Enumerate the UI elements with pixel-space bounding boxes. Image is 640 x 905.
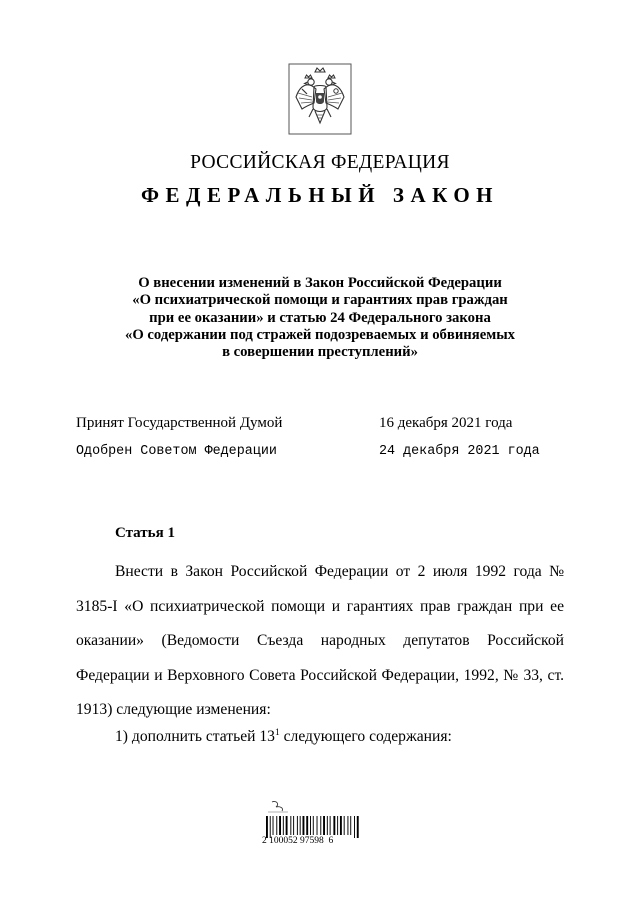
barcode-number: 2 100052 97598 6 (262, 836, 334, 846)
federation-heading: РОССИЙСКАЯ ФЕДЕРАЦИЯ (190, 152, 450, 173)
article-heading: Статья 1 (115, 525, 175, 541)
law-title-line: «О содержании под стражей подозреваемых и обвиняемых (124, 326, 516, 343)
law-title-line: в совершении преступлений» (222, 344, 418, 361)
article-body: Внести в Закон Российской Федерации от 2 июля 1992 года № 3185-I «О психиатрической помощи и гарантиях прав граждан при ее оказании» (Ведомости Съезда народных депутатов Российской Федерации и Верховного Совета Российской Федерации, 1992, № 33, ст. 1913) следующие изменения: (76, 563, 564, 718)
item-1-superscript: 1 (274, 728, 280, 738)
coat-of-arms-icon (288, 63, 352, 135)
law-title-line: при ее оказании» и статью 24 Федерального закона (149, 309, 491, 326)
law-title-line: О внесении изменений в Закон Российской Федерации (138, 275, 502, 291)
approved-label: Одобрен Советом Федерации (76, 444, 277, 459)
adopted-date: 16 декабря 2021 года (379, 415, 513, 431)
law-title (0, 275, 640, 361)
approved-date: 24 декабря 2021 года (379, 444, 540, 459)
item-1-text-end: следующего содержания: (279, 728, 452, 745)
law-type-heading: ФЕДЕРАЛЬНЫЙ ЗАКОН (141, 183, 499, 207)
law-title-line: «О психиатрической помощи и гарантиях прав граждан (132, 292, 508, 309)
adopted-label: Принят Государственной Думой (76, 415, 283, 431)
barcode-icon (258, 800, 390, 860)
article-item-1 (115, 728, 452, 746)
item-1-text: 1) дополнить статьей 13 (115, 728, 275, 745)
